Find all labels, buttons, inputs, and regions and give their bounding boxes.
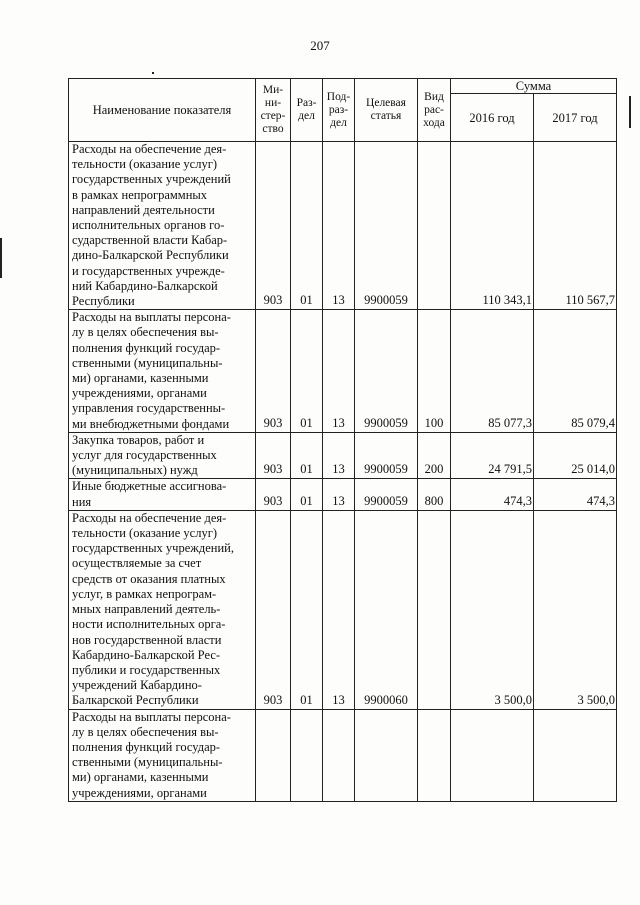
row-name <box>69 510 256 709</box>
row-name <box>69 142 256 310</box>
header-expense-type: Вид рас- хода <box>418 79 451 142</box>
cell-ministry: 903 <box>256 142 291 310</box>
row-name-line: полнения функций государ- <box>72 340 221 355</box>
cell-expense-type <box>418 709 451 801</box>
row-name-line: Иные бюджетные ассигнова- <box>72 479 227 494</box>
margin-mark <box>629 96 631 128</box>
cell-amount-2017: 3 500,0 <box>534 510 617 709</box>
header-sum: Сумма <box>451 79 617 94</box>
row-name-line: государственных учреждений, <box>72 541 234 556</box>
cell-target <box>355 709 418 801</box>
header-year-2016: 2016 год <box>451 94 534 142</box>
table-row <box>69 142 617 310</box>
header-name: Наименование показателя <box>69 79 256 142</box>
row-name-line: учреждений Кабардино- <box>72 678 202 693</box>
row-name-line: Республики <box>72 294 135 309</box>
row-name-line: средств от оказания платных <box>72 571 226 586</box>
row-name-line: Расходы на обеспечение дея- <box>72 142 227 156</box>
row-name-line: дино-Балкарской Республики <box>72 248 229 263</box>
table-row <box>69 432 617 479</box>
row-name-line: Кабардино-Балкарской Рес- <box>72 647 221 662</box>
table-row <box>69 510 617 709</box>
row-name-line: ми внебюджетными фондами <box>72 416 230 431</box>
row-name-line: ния <box>72 494 92 509</box>
row-name-line: ний Кабардино-Балкарской <box>72 278 218 293</box>
row-name-line: учреждениями, органами <box>72 785 207 800</box>
row-name-line: полнения функций государ- <box>72 739 221 754</box>
row-name-line: Закупка товаров, работ и <box>72 432 205 447</box>
margin-mark <box>0 238 2 278</box>
cell-expense-type: 100 <box>418 310 451 433</box>
cell-amount-2016: 3 500,0 <box>451 510 534 709</box>
cell-section: 01 <box>291 432 323 479</box>
cell-amount-2016: 474,3 <box>451 479 534 510</box>
cell-section: 01 <box>291 479 323 510</box>
cell-amount-2017: 474,3 <box>534 479 617 510</box>
budget-table <box>68 78 617 802</box>
row-name-line: ственными (муниципальны- <box>72 355 223 370</box>
cell-expense-type: 200 <box>418 432 451 479</box>
table-row <box>69 310 617 433</box>
row-name <box>69 432 256 479</box>
row-name-line: направлений деятельности <box>72 202 215 217</box>
cell-amount-2017: 25 014,0 <box>534 432 617 479</box>
cell-amount-2016 <box>451 709 534 801</box>
row-name-line: управления государственны- <box>72 401 226 416</box>
row-name-line: лу в целях обеспечения вы- <box>72 724 219 739</box>
cell-target: 9900060 <box>355 510 418 709</box>
row-name-line: ми) органами, казенными <box>72 371 209 386</box>
row-name <box>69 479 256 510</box>
cell-ministry: 903 <box>256 510 291 709</box>
header-ministry: Ми- ни- стер- ство <box>256 79 291 142</box>
row-name-line: ми) органами, казенными <box>72 770 209 785</box>
row-name <box>69 709 256 801</box>
cell-amount-2016: 110 343,1 <box>451 142 534 310</box>
row-name-line: сударственной власти Кабар- <box>72 233 228 248</box>
row-name-line: Расходы на выплаты персона- <box>72 310 231 325</box>
row-name-line: осуществляемые за счет <box>72 556 202 571</box>
cell-ministry: 903 <box>256 479 291 510</box>
row-name-line: Балкарской Республики <box>72 693 199 708</box>
cell-section: 01 <box>291 142 323 310</box>
row-name-line: ности исполнительных орга- <box>72 617 226 632</box>
row-name-line: публики и государственных <box>72 662 221 677</box>
row-name-line: услуг для государственных <box>72 448 217 463</box>
row-name-line: тельности (оказание услуг) <box>72 526 217 541</box>
row-name-line: услуг, в рамках непрограм- <box>72 586 217 601</box>
margin-mark <box>152 72 154 74</box>
cell-subsection: 13 <box>323 432 355 479</box>
cell-section: 01 <box>291 510 323 709</box>
cell-target: 9900059 <box>355 479 418 510</box>
row-name-line: Расходы на обеспечение дея- <box>72 510 227 525</box>
cell-subsection: 13 <box>323 479 355 510</box>
page-number: 207 <box>310 38 330 53</box>
cell-amount-2016: 24 791,5 <box>451 432 534 479</box>
cell-target: 9900059 <box>355 142 418 310</box>
cell-subsection: 13 <box>323 510 355 709</box>
row-name-line: лу в целях обеспечения вы- <box>72 325 219 340</box>
row-name-line: исполнительных органов го- <box>72 218 225 233</box>
row-name-line: Расходы на выплаты персона- <box>72 709 231 724</box>
cell-section: 01 <box>291 310 323 433</box>
row-name-line: учреждениями, органами <box>72 386 207 401</box>
row-name-line: и государственных учрежде- <box>72 263 225 278</box>
cell-subsection: 13 <box>323 142 355 310</box>
header-section: Раз- дел <box>291 79 323 142</box>
cell-target: 9900059 <box>355 432 418 479</box>
cell-section <box>291 709 323 801</box>
cell-subsection <box>323 709 355 801</box>
header-target: Целевая статья <box>355 79 418 142</box>
cell-amount-2016: 85 077,3 <box>451 310 534 433</box>
header-year-2017: 2017 год <box>534 94 617 142</box>
cell-ministry: 903 <box>256 310 291 433</box>
cell-subsection: 13 <box>323 310 355 433</box>
cell-amount-2017 <box>534 709 617 801</box>
row-name-line: ственными (муниципальны- <box>72 755 223 770</box>
cell-expense-type: 800 <box>418 479 451 510</box>
cell-ministry: 903 <box>256 432 291 479</box>
cell-ministry <box>256 709 291 801</box>
cell-amount-2017: 110 567,7 <box>534 142 617 310</box>
table-row <box>69 709 617 801</box>
row-name <box>69 310 256 433</box>
table-row <box>69 479 617 510</box>
cell-amount-2017: 85 079,4 <box>534 310 617 433</box>
row-name-line: мных направлений деятель- <box>72 602 221 617</box>
row-name-line: в рамках непрограммных <box>72 187 208 202</box>
cell-target: 9900059 <box>355 310 418 433</box>
row-name-line: государственных учреждений <box>72 172 231 187</box>
header-subsection: Под- раз- дел <box>323 79 355 142</box>
row-name-line: (муниципальных) нужд <box>72 463 198 478</box>
cell-expense-type <box>418 510 451 709</box>
cell-expense-type <box>418 142 451 310</box>
row-name-line: тельности (оказание услуг) <box>72 157 217 172</box>
row-name-line: нов государственной власти <box>72 632 222 647</box>
